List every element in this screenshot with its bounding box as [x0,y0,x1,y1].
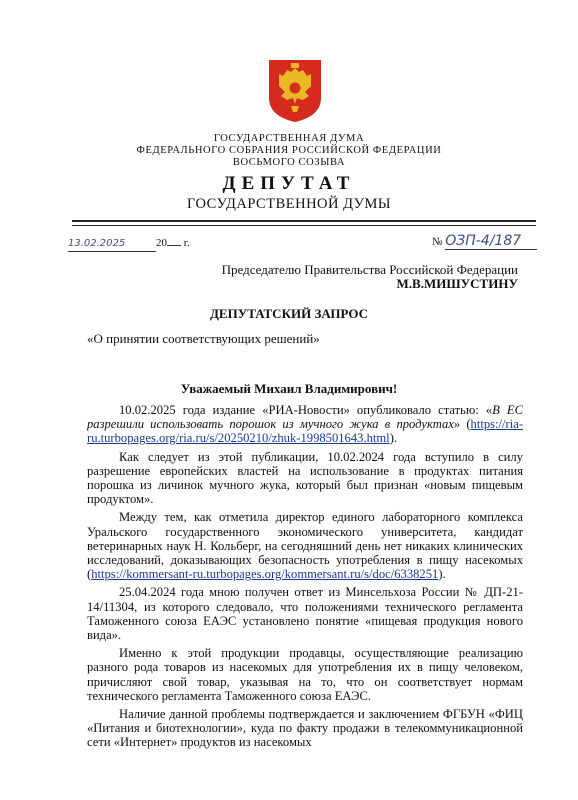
document-title: ДЕПУТАТ [222,173,356,194]
russian-coat-of-arms-icon [267,58,323,124]
number-label: № [432,236,443,248]
paragraph-3 [87,510,523,581]
date-year-blank [167,245,181,246]
p1-mid: » ( [453,417,471,432]
addressee-position: Председателю Правительства Российской Федерации [221,262,518,277]
kommersant-link[interactable]: https://kommersant-ru.turbopages.org/kommersant.ru/s/doc/6338251 [91,567,439,582]
ria-link[interactable]: https://ria-ru.turbopages.org/ria.ru/s/20250210/zhuk-1998501643.html [87,417,524,446]
paragraph-5: Именно к этой продукции продавцы, осуществляющие реализацию разного рода товаров из насекомых для употребления их в пищу человеком, причисляют свой товар, указывая на то, что он соответствует нормам технического регламента Таможенного союза ЕАЭС. [87,646,523,703]
paragraph-2: Как следует из этой публикации, 10.02.2024 года вступило в силу разрешение европейских властей на использование в продуктах питания порошка из личинок мучного жука, который был признан «новым пищевым продуктом». [87,449,523,507]
date-field [68,236,190,252]
date-handwritten: 13.02.2025 [68,237,156,252]
header-rule-thin [72,225,536,226]
article-title: В ЕС разрешили использовать порошок из мучного жука в продуктах [87,403,523,432]
p1-start: 10.02.2025 года издание «РИА-Новости» опубликовало статью: « [119,403,493,417]
p3-text: Между тем, как отметила директор единого лабораторного комплекса Уральского государственного экономического университета, кандидат ветеринарных наук Н. Кольберг, на сегодняшний день нет никаких клинических исследований, доказывающих безопасность употребления в пищу насекомых ( [87,510,523,582]
letter-body [87,403,523,754]
paragraph-6: Наличие данной проблемы подтверждается и заключением ФГБУН «ФИЦ «Питания и биотехнологии», куда по факту продажи в телекоммуникационной сети «Интернет» продуктов из насекомых [87,707,523,750]
paragraph-4: 25.04.2024 года мною получен ответ из Минсельхоза России № ДП-21-14/11304, из которого следовало, что положениями технического регламента Таможенного союза ЕАЭС установлено понятие «пищевая продукция нового вида». [87,585,523,643]
header-rule-thick [72,220,536,222]
request-title: ДЕПУТАТСКИЙ ЗАПРОС [209,306,369,321]
paragraph-1 [87,403,523,446]
addressee-name: М.В.МИШУСТИНУ [396,276,518,291]
number-handwritten: ОЗП-4/187 [445,233,537,250]
date-year-prefix: 20 [156,237,167,249]
org-line-3: ВОСЬМОГО СОЗЫВА [232,157,346,168]
greeting: Уважаемый Михаил Владимирович! [180,381,398,396]
p1-end: ). [389,431,398,446]
number-field [432,233,537,250]
org-line-1: ГОСУДАРСТВЕННАЯ ДУМА [213,133,365,144]
p3-end: ). [438,567,446,582]
date-suffix: г. [183,237,190,249]
document-subtitle: ГОСУДАРСТВЕННОЙ ДУМЫ [187,196,391,212]
org-line-2: ФЕДЕРАЛЬНОГО СОБРАНИЯ РОССИЙСКОЙ ФЕДЕРАЦИИ [136,145,442,156]
request-subject: «О принятии соответствующих решений» [87,331,320,346]
